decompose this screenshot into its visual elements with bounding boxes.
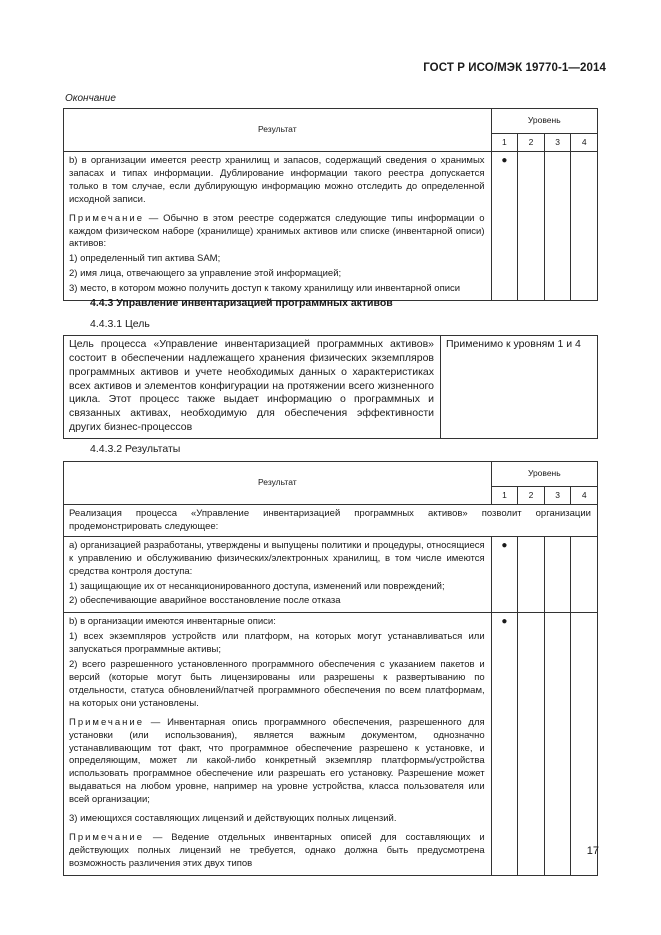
level-4-mark <box>571 536 598 613</box>
list-item: 3) место, в котором можно получить доступ к такому хранилищу или инвентарной описи <box>69 283 461 295</box>
level-1-header: 1 <box>491 487 518 505</box>
level-2-mark <box>518 536 545 613</box>
level-3-header: 3 <box>544 487 571 505</box>
results-table-continued <box>63 108 598 301</box>
level-3-header: 3 <box>544 134 571 152</box>
list-item: 2) всего разрешенного установленного программного обеспечения с указанием пакетов и версий (которые могут быть лицензированы или разрешены к развертыванию по отдельности, статуса обновлений/патчей программного обеспечения по всем платформам, на которых они установлены. <box>69 659 485 709</box>
level-4-header: 4 <box>571 134 598 152</box>
result-cell <box>64 152 492 301</box>
note-label: Примечание <box>69 716 144 728</box>
results-heading: 4.4.3.2 Результаты <box>90 443 181 455</box>
list-item: 1) защищающие их от несанкционированного доступа, изменений или повреждений; <box>69 580 445 592</box>
level-3-mark <box>544 152 571 301</box>
table-continuation-caption: Окончание <box>65 93 116 104</box>
note-label: Примечание <box>69 212 144 224</box>
goal-applicability: Применимо к уровням 1 и 4 <box>441 336 598 439</box>
level-3-mark <box>544 613 571 875</box>
level-4-header: 4 <box>571 487 598 505</box>
level-2-mark <box>518 613 545 875</box>
note-text: — Инвентарная опись программного обеспечения, разрешенного для установки (или использования), является важным документом, однозначно устанавливающим тот факт, что программное обеспечение разрешено к установке, и определяющим, может ли какой-либо конкретный экземпляр платформы/устройства использовать программное обеспечение или разрешать его установку. Разрешение может выдаваться на любом уровне, например на уровне устройства, класса пользователя или всей организации; <box>69 716 485 806</box>
table-row <box>64 152 598 301</box>
result-cell <box>64 613 492 875</box>
note-text: — Ведение отдельных инвентарных описей для составляющих и действующих полных лицензий не требуется, однако должна быть предусмотрена возможность различения этих двух типов <box>69 831 485 869</box>
note <box>69 717 485 807</box>
list-item: 1) всех экземпляров устройств или платформ, на которых могут устанавливаться или запускаться программные активы; <box>69 631 485 656</box>
goal-heading: 4.4.3.1 Цель <box>90 318 150 330</box>
note-label: Примечание <box>69 831 144 843</box>
level-4-mark <box>571 152 598 301</box>
note-text: — Обычно в этом реестре содержатся следующие типы информации о каждом физическом наборе (хранилище) хранимых активов или списке (инвентарной описи) активов: <box>69 212 485 250</box>
page-number: 17 <box>586 845 599 857</box>
level-1-mark: ● <box>491 613 518 875</box>
column-header-result: Результат <box>64 109 492 152</box>
document-header: ГОСТ Р ИСО/МЭК 19770-1—2014 <box>423 62 606 74</box>
level-3-mark <box>544 536 571 613</box>
list-item: 3) имеющихся составляющих лицензий и действующих полных лицензий. <box>69 813 397 825</box>
column-header-level: Уровень <box>491 462 597 487</box>
table-row <box>64 613 598 875</box>
goal-table <box>63 335 598 439</box>
level-4-mark <box>571 613 598 875</box>
level-1-mark: ● <box>491 152 518 301</box>
level-1-header: 1 <box>491 134 518 152</box>
goal-text: Цель процесса «Управление инвентаризацией программных активов» состоит в обеспечении надлежащего хранения физических экземпляров программных активов и учете необходимых данных о характеристиках всех активов и элементов конфигурации на протяжении всего жизненного цикла. Этот процесс также выдает информацию о программных и связанных активах, необходимую для обеспечения эффективности других бизнес-процессов <box>64 336 441 439</box>
section-title: 4.4.3 Управление инвентаризацией программных активов <box>90 297 393 309</box>
table-row <box>64 536 598 613</box>
results-table <box>63 461 598 876</box>
level-2-header: 2 <box>518 134 545 152</box>
list-item: 2) имя лица, отвечающего за управление этой информацией; <box>69 268 342 280</box>
level-2-mark <box>518 152 545 301</box>
result-cell <box>64 536 492 613</box>
result-text: b) в организации имеется реестр хранилищ и запасов, содержащий сведения о хранимых запасах и типах информации. Дублирование информации такого реестра допускается только в том случае, если дублирующую информацию можно отследить до определенной исходной записи. <box>69 155 485 205</box>
list-item: 2) обеспечивающие аварийное восстановление после отказа <box>69 595 341 607</box>
column-header-level: Уровень <box>491 109 597 134</box>
note <box>69 832 485 871</box>
result-text: a) организацией разработаны, утверждены и выпущены политики и процедуры, относящиеся к управлению и обслуживанию физических/электронных хранилищ, в том числе имеются средства контроля доступа: <box>69 539 485 577</box>
result-text: b) в организации имеются инвентарные описи: <box>69 616 276 628</box>
level-2-header: 2 <box>518 487 545 505</box>
column-header-result: Результат <box>64 462 492 505</box>
note <box>69 213 485 252</box>
list-item: 1) определенный тип актива SAM; <box>69 253 221 265</box>
table-row <box>64 505 598 537</box>
level-1-mark: ● <box>491 536 518 613</box>
intro-text: Реализация процесса «Управление инвентаризацией программных активов» позволит организации продемонстрировать следующее: <box>64 505 598 537</box>
